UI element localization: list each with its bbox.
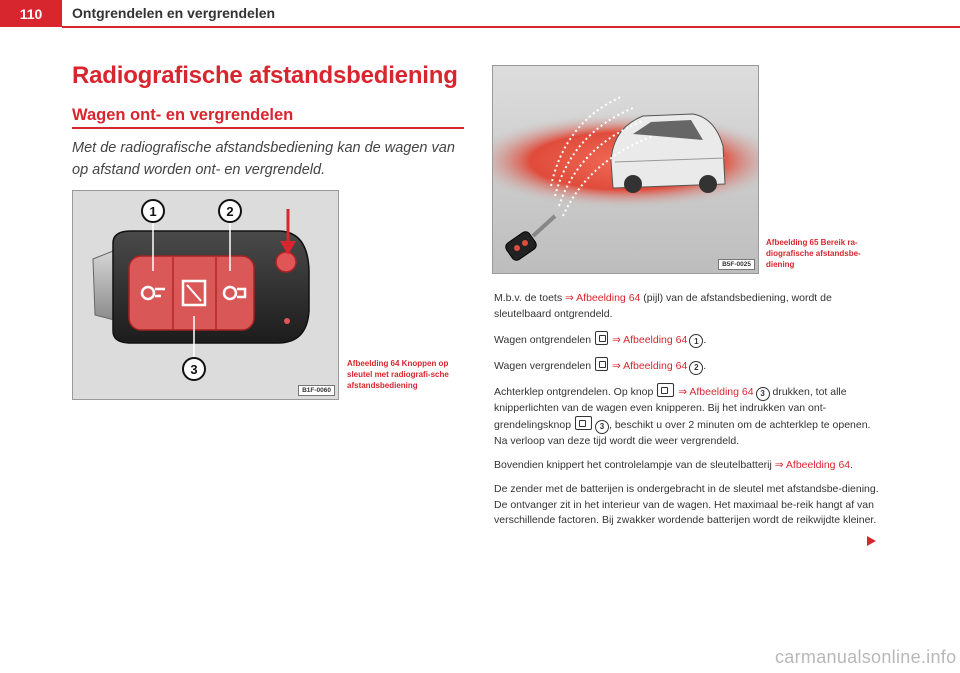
figure-ref-link[interactable]: ⇒ Afbeelding 64	[774, 459, 851, 471]
section-title: Radiografische afstandsbediening	[72, 62, 458, 89]
callout-2: 2	[226, 204, 234, 219]
callout-ref-2: 2	[689, 361, 703, 375]
running-header: Ontgrendelen en vergrendelen	[72, 5, 276, 21]
figure-64-caption: Afbeelding 64 Knoppen op sleutel met radiografi-sche afstandsbediening	[347, 359, 449, 390]
continue-arrow-icon	[867, 536, 876, 546]
paragraph-transmitter: De zender met de batterijen is ondergebracht in de sleutel met afstandsbe-diening. De ontvanger zit in het interieur van de wagen. Het maximaal be-reik hangt af van verschillende factoren. Bij zwakker wordende batterijen wordt de reikwijdte kleiner.	[494, 483, 879, 526]
car-illustration	[611, 114, 725, 193]
figure-ref-link[interactable]: ⇒ Afbeelding 64	[678, 386, 754, 398]
watermark: carmanualsonline.info	[775, 647, 957, 667]
lock-key-icon	[595, 357, 608, 371]
range-illustration	[493, 66, 758, 273]
figure-64-code: B1F-0060	[298, 385, 335, 396]
paragraph-unlock: Wagen ontgrendelen ⇒ Afbeelding 64 1 .	[494, 331, 886, 349]
key-fob-illustration	[73, 191, 338, 399]
trunk-key-icon	[575, 416, 592, 430]
paragraph-battery: Bovendien knippert het controlelampje van de sleutelbatterij ⇒ Afbeelding 64.	[494, 459, 854, 471]
paragraph-lock: Wagen vergrendelen ⇒ Afbeelding 64 2 .	[494, 357, 886, 375]
subsection-title: Wagen ont- en vergrendelen	[72, 106, 294, 124]
callout-ref-3: 3	[595, 420, 609, 434]
body-text	[494, 291, 886, 537]
callout-ref-3: 3	[756, 387, 770, 401]
callout-ref-1: 1	[689, 334, 703, 348]
trunk-key-icon	[657, 383, 674, 397]
key-release-button	[276, 252, 296, 272]
figure-65-range	[492, 65, 759, 274]
intro-text: Met de radiografische afstandsbediening kan de wagen van op afstand worden ont- en vergrendeld.	[72, 140, 455, 178]
callout-1: 1	[149, 204, 157, 219]
unlock-key-icon	[595, 331, 608, 345]
subsection-rule	[72, 127, 464, 129]
page-number: 110	[0, 0, 62, 27]
figure-ref-link[interactable]: ⇒ Afbeelding 64	[565, 292, 641, 304]
figure-64-key-fob	[72, 190, 339, 400]
paragraph-key-release: M.b.v. de toets ⇒ Afbeelding 64 (pijl) van de afstandsbediening, wordt de sleutelbaard ontgrendeld.	[494, 292, 832, 320]
callout-3: 3	[190, 362, 198, 377]
header-rule	[62, 26, 960, 28]
figure-ref-link[interactable]: ⇒ Afbeelding 64	[611, 359, 688, 372]
figure-65-code: B5F-0025	[718, 259, 755, 270]
battery-indicator	[284, 318, 290, 324]
paragraph-trunk: Achterklep ontgrendelen. Op knop ⇒ Afbeelding 64 3 drukken, tot alle knipperlichten van de wagen even knipperen. Bij het indrukken van ont-grendelingsknop 3 , beschikt u over 2 minuten om de achterklep te openen. Na verloop van deze tijd wordt die weer vergrendeld.	[494, 383, 886, 450]
figure-65-caption: Afbeelding 65 Bereik ra-diografische afstandsbe-diening	[766, 238, 861, 269]
figure-ref-link[interactable]: ⇒ Afbeelding 64	[611, 333, 688, 346]
